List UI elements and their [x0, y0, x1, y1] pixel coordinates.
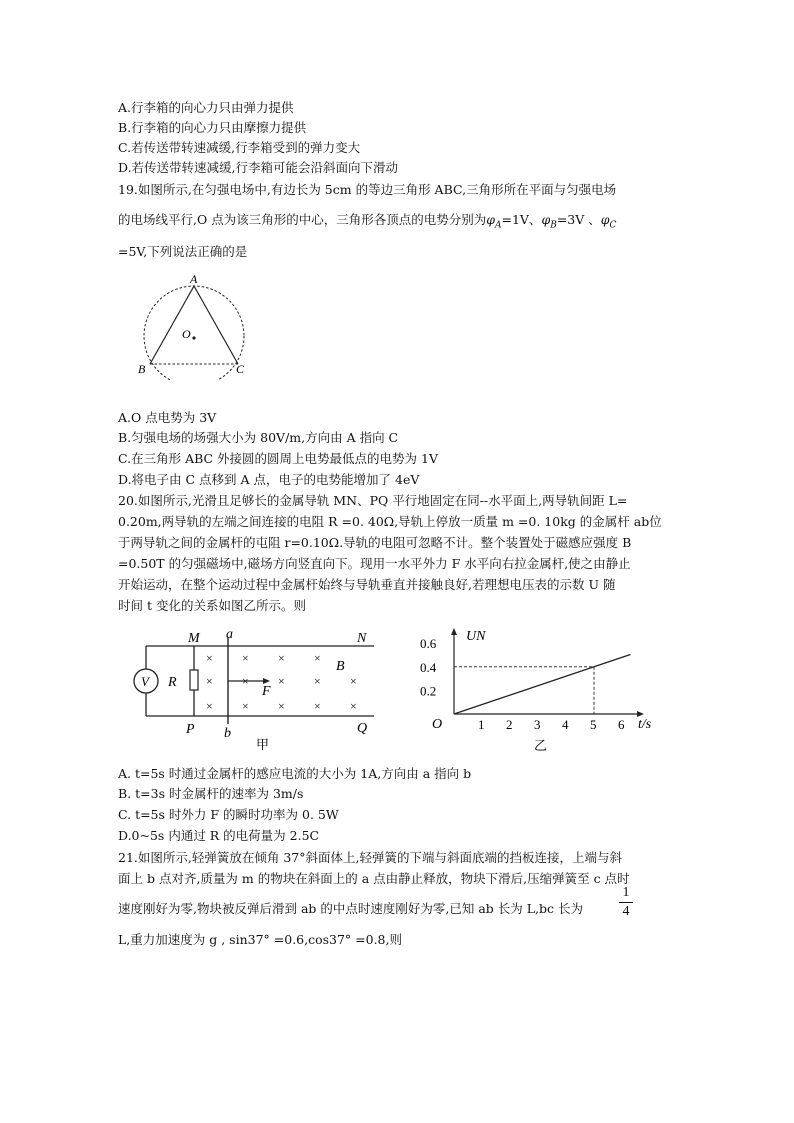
- q20-stem-line3: 于两导轨之间的金属杆的屯阻 r=0.10Ω.导轨的电阻可忽略不计。整个装置处于磁感应强度 B: [118, 535, 632, 550]
- graph-x-tick-label: 5: [590, 717, 597, 732]
- vertex-b-label: B: [138, 362, 146, 376]
- field-cross: ×: [206, 651, 213, 665]
- point-p-label: P: [186, 722, 195, 737]
- q20-option-d: D.0~5s 内通过 R 的电荷量为 2.5C: [118, 828, 320, 843]
- field-cross: ×: [278, 674, 285, 688]
- graph-y-axis-label: UN: [466, 629, 486, 644]
- q19-option-c: C.在三角形 ABC 外接圆的圆周上电势最低点的电势为 1V: [118, 451, 439, 466]
- field-cross: ×: [350, 699, 357, 713]
- q19-option-b: B.匀强电场的场强大小为 80V/m,方向由 A 指向 C: [118, 430, 399, 445]
- field-cross: ×: [242, 699, 249, 713]
- q19-stem-line2-text: 的电场线平行,O 点为该三角形的中心，三角形各顶点的电势分别为: [118, 212, 487, 227]
- q21-stem-line2: 面上 b 点对齐,质量为 m 的物块在斜面上的 a 点由静止释放，物块下滑后,压缩弹簧至 c 点时: [118, 871, 630, 886]
- graph-x-tick-label: 6: [618, 717, 625, 732]
- graph-x-tick-label: 4: [562, 717, 569, 732]
- q19-stem-line3: =5V,下列说法正确的是: [118, 244, 248, 259]
- fraction-denominator: 4: [622, 904, 630, 919]
- fraction-numerator: 1: [622, 885, 630, 900]
- q18-option-c: C.若传送带转速减缓,行李箱受到的弹力变大: [118, 140, 361, 155]
- field-cross: ×: [242, 651, 249, 665]
- point-a-label: a: [226, 627, 233, 642]
- figure-jia-caption: 甲: [256, 737, 270, 752]
- point-m-label: M: [188, 631, 200, 646]
- triangle-circle-figure: [130, 272, 260, 380]
- graph-x-tick-label: 1: [478, 717, 485, 732]
- q21-stem-line3: 速度刚好为零,物块被反弹后滑到 ab 的中点时速度刚好为零,已知 ab 长为 L,bc 长为: [118, 901, 583, 916]
- field-cross: ×: [314, 651, 321, 665]
- graph-x-tick-label: 2: [506, 717, 513, 732]
- q19-stem-line2: [118, 212, 616, 234]
- q19-stem-line1: 19.如图所示,在匀强电场中,有边长为 5cm 的等边三角形 ABC,三角形所在平面与匀强电场: [118, 182, 617, 197]
- triangle-side-ab: [150, 286, 194, 364]
- graph-y-tick-label: 0.4: [420, 659, 437, 675]
- field-cross: ×: [314, 674, 321, 688]
- point-n-label: N: [357, 631, 367, 646]
- q20-option-b: B. t=3s 时金属杆的速率为 3m/s: [118, 786, 304, 801]
- q20-option-a: A. t=5s 时通过金属杆的感应电流的大小为 1A,方向由 a 指向 b: [118, 766, 472, 781]
- fraction-one-quarter: [619, 885, 633, 920]
- q20-stem-line1: 20.如图所示,光滑且足够长的金属导轨 MN、PQ 平行地固定在同--水平面上,两导轨间距 L=: [118, 493, 628, 508]
- graph-series-line: [454, 655, 630, 714]
- q19-option-d: D.将电子由 C 点移到 A 点，电子的电势能增加了 4eV: [118, 472, 420, 487]
- field-cross: ×: [242, 674, 249, 688]
- circuit-figure: [124, 622, 384, 754]
- voltage-time-graph: [418, 622, 668, 754]
- q21-stem-line4: L,重力加速度为 g , sin37° =0.6,cos37° =0.8,则: [118, 932, 402, 947]
- center-o-label: O: [182, 327, 191, 341]
- circumscribed-circle: [144, 286, 244, 380]
- force-f-label: F: [262, 684, 271, 699]
- point-q-label: Q: [357, 721, 368, 736]
- figure-yi-caption: 乙: [534, 738, 548, 753]
- phi-b-value: =3V 、: [556, 212, 601, 227]
- q20-stem-line4: =0.50T 的匀强磁场中,磁场方向竖直向下。现用一水平外力 F 水平向右拉金属杆,使之由静止: [118, 556, 631, 571]
- field-cross: ×: [206, 674, 213, 688]
- field-cross: ×: [350, 674, 357, 688]
- graph-y-arrowhead: [451, 628, 457, 635]
- phi-c-sub: C: [609, 220, 617, 231]
- phi-c-symbol: φ: [600, 212, 610, 227]
- voltmeter-label: V: [141, 674, 149, 689]
- phi-a-symbol: φ: [486, 212, 495, 227]
- graph-y-tick-label: 0.6: [420, 636, 437, 652]
- q21-stem-line1: 21.如图所示,轻弹簧放在倾角 37°斜面体上,轻弹簧的下端与斜面底端的挡板连接，上端与斜: [118, 850, 622, 865]
- triangle-side-ac: [194, 286, 238, 364]
- phi-a-value: =1V、: [501, 212, 542, 227]
- field-cross: ×: [278, 699, 285, 713]
- vertex-a-label: A: [190, 272, 198, 286]
- field-cross: ×: [278, 651, 285, 665]
- vertex-c-label: C: [236, 362, 245, 376]
- fraction-bar: [619, 902, 633, 903]
- field-cross: ×: [314, 699, 321, 713]
- resistor-symbol: [190, 670, 198, 690]
- q18-option-d: D.若传送带转速减缓,行李箱可能会沿斜面向下滑动: [118, 160, 399, 175]
- q20-option-c: C. t=5s 时外力 F 的瞬时功率为 0. 5W: [118, 807, 339, 822]
- field-b-label: B: [336, 659, 345, 674]
- point-b-label: b: [224, 726, 231, 741]
- field-cross: ×: [206, 699, 213, 713]
- center-dot: [192, 336, 195, 339]
- graph-x-tick-label: 3: [534, 717, 541, 732]
- phi-a-sub: A: [494, 220, 502, 231]
- q18-option-a: A.行李箱的向心力只由弹力提供: [118, 100, 294, 115]
- resistor-label: R: [168, 675, 177, 690]
- phi-b-symbol: φ: [541, 212, 551, 227]
- graph-y-tick-label: 0.2: [420, 683, 437, 699]
- q19-option-a: A.O 点电势为 3V: [118, 410, 217, 425]
- q20-stem-line5: 开始运动，在整个运动过程中金属杆始终与导轨垂直并接触良好,若理想电压表的示数 U 随: [118, 577, 616, 592]
- q20-stem-line2: 0.20m,两导轨的左端之间连接的电阻 R =0. 40Ω,导轨上停放一质量 m =0. 10kg 的金属杆 ab位: [118, 514, 662, 529]
- graph-origin-label: O: [432, 717, 443, 732]
- phi-b-sub: B: [550, 220, 557, 231]
- q20-stem-line6: 时间 t 变化的关系如图乙所示。则: [118, 598, 306, 613]
- q18-option-b: B.行李箱的向心力只由摩擦力提供: [118, 120, 307, 135]
- graph-x-axis-label: t/s: [638, 717, 652, 732]
